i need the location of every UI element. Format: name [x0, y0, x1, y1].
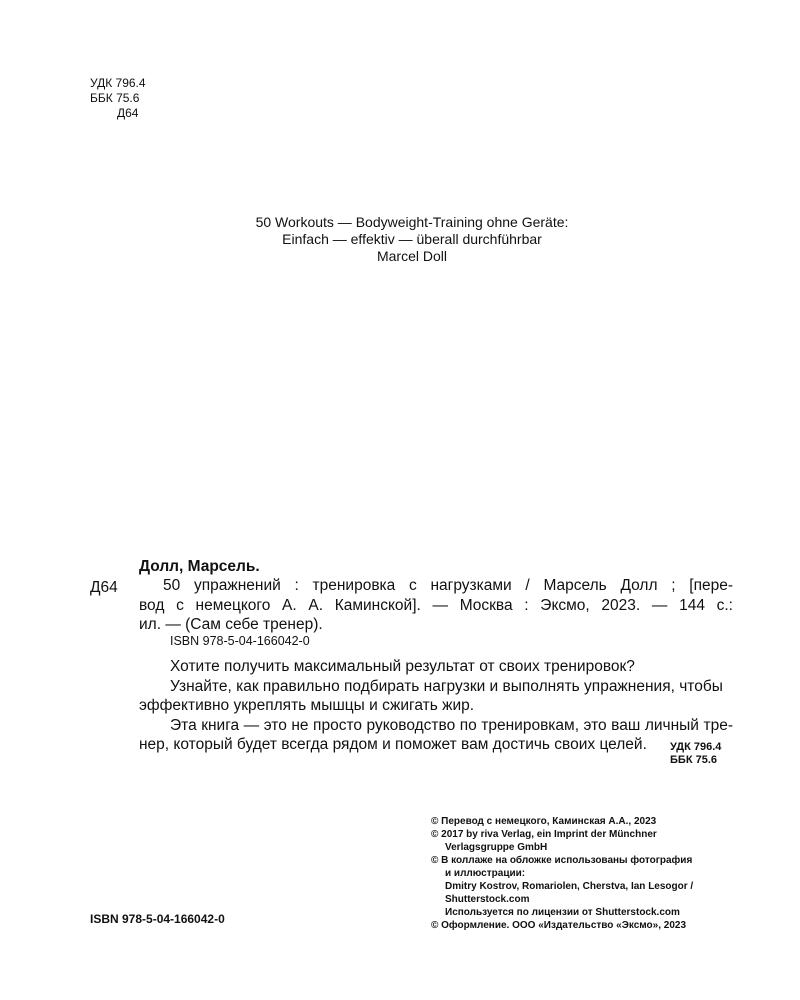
- copyright-line: Verlagsgruppe GmbH: [445, 842, 548, 853]
- original-title-block: [150, 214, 674, 265]
- udk-code: УДК 796.4: [90, 76, 146, 90]
- annotation-line: Эта книга — это не просто руководство по тренировкам, это ваш личный тре-: [170, 716, 733, 734]
- original-author: Marcel Doll: [376, 248, 447, 264]
- bbk-code: ББК 75.6: [90, 91, 140, 105]
- classification-bottom: [670, 741, 721, 767]
- annotation: [139, 657, 733, 755]
- udk-code-bottom: УДК 796.4: [670, 741, 722, 753]
- classification-top: [90, 76, 146, 121]
- copyright-line: © 2017 by riva Verlag, ein Imprint der Münchner: [431, 829, 657, 840]
- author-mark: Д64: [117, 106, 139, 120]
- catalog-line: 50 упражнений : тренировка с нагрузками / Марсель Долл ; [пере-: [163, 577, 733, 594]
- catalog-description: [139, 576, 733, 635]
- annotation-line: эффективно укреплять мышцы и сжигать жир.: [139, 697, 475, 714]
- catalog-author-heading: Долл, Марсель.: [139, 558, 260, 575]
- copyright-line: © Перевод с немецкого, Каминская А.А., 2023: [431, 816, 657, 827]
- copyright-line: Shutterstock.com: [445, 894, 530, 905]
- copyright-line: © В коллаже на обложке использованы фотография: [431, 855, 693, 866]
- copyright-block: [431, 815, 761, 932]
- original-title-line-1: 50 Workouts — Bodyweight-Training ohne Geräte:: [255, 214, 569, 230]
- catalog-isbn: ISBN 978-5-04-166042-0: [170, 634, 310, 648]
- catalog-line: ил. — (Сам себе тренер).: [139, 616, 323, 633]
- annotation-line: Узнайте, как правильно подбирать нагрузки и выполнять упражнения, чтобы: [170, 677, 723, 695]
- annotation-line: Хотите получить максимальный результат от своих тренировок?: [170, 658, 635, 675]
- copyright-line: Dmitry Kostrov, Romariolen, Cherstva, Ian Lesogor /: [445, 881, 694, 892]
- copyright-line: и иллюстрации:: [445, 868, 526, 879]
- annotation-line: нер, который будет всегда рядом и поможет вам достичь своих целей.: [139, 736, 647, 753]
- bbk-code-bottom: ББК 75.6: [670, 754, 717, 766]
- original-title-line-2: Einfach — effektiv — überall durchführbar: [282, 231, 542, 247]
- catalog-code: Д64: [90, 579, 118, 596]
- footer-isbn: ISBN 978-5-04-166042-0: [90, 912, 225, 926]
- catalog-line: вод с немецкого А. А. Каминской]. — Москва : Эксмо, 2023. — 144 с.:: [139, 596, 733, 614]
- copyright-line: © Оформление. ООО «Издательство «Эксмо», 2023: [431, 920, 687, 931]
- copyright-line: Используется по лицензии от Shutterstock.com: [445, 907, 680, 918]
